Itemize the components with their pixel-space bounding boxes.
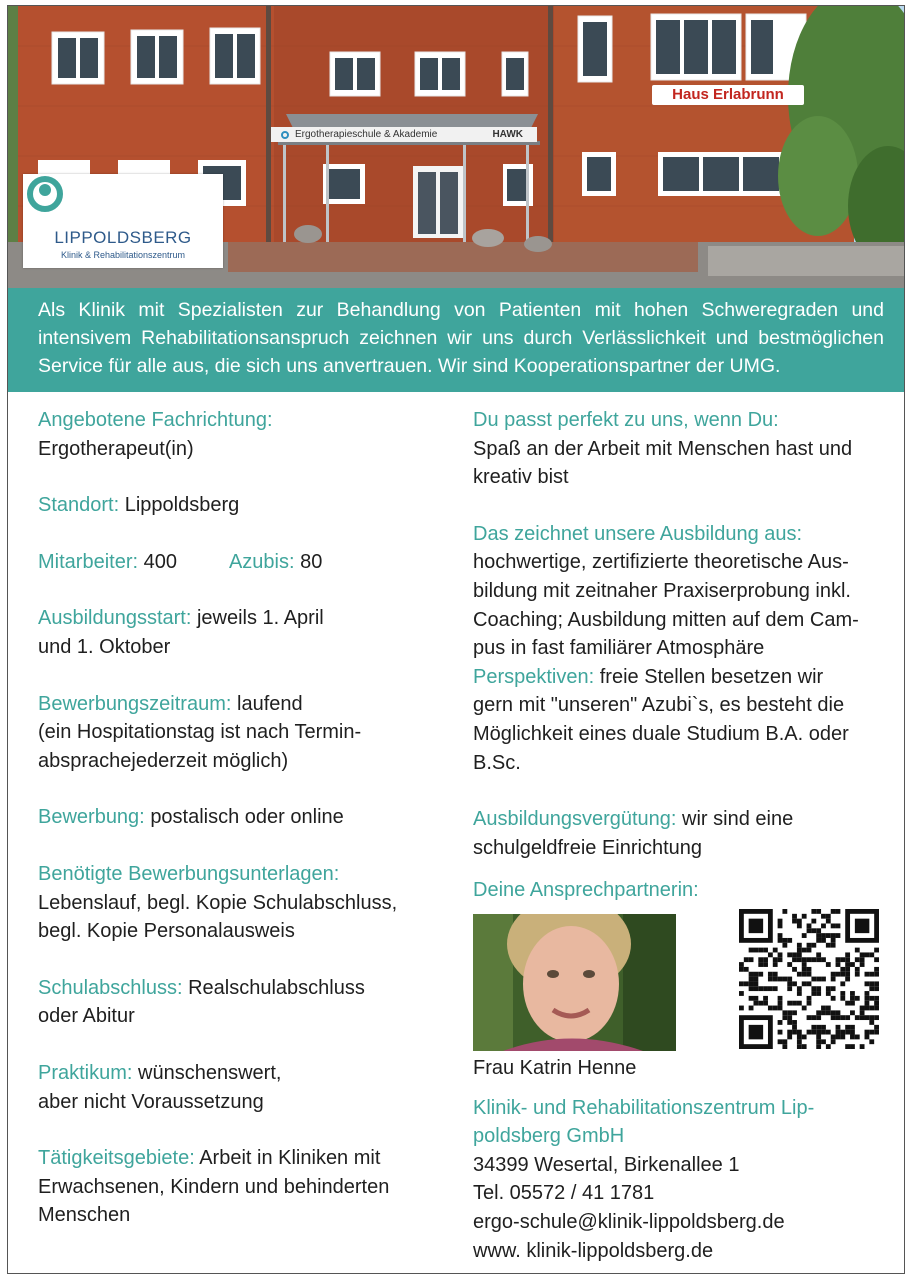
contact-org-1: Klinik- und Rehabilitationszentrum Lip- (473, 1096, 815, 1119)
section-ausbildungsstart (38, 604, 438, 661)
ausbildungsstart-label: Ausbildungsstart: (38, 607, 192, 630)
taetigkeitsgebiete-value-1: Arbeit in Kliniken mit (199, 1147, 381, 1170)
bewerbungszeitraum-value-3: absprachejederzeit möglich) (38, 749, 289, 772)
passt-value-2: kreativ bist (473, 466, 569, 489)
schulabschluss-label: Schulabschluss: (38, 976, 183, 999)
azubis-label: Azubis: (228, 550, 295, 573)
contact-website[interactable]: www. klinik-lippoldsberg.de (473, 1239, 714, 1262)
taetigkeitsgebiete-value-2: Erwachsenen, Kindern und behinderten (38, 1175, 390, 1198)
unterlagen-label: Benötigte Bewerbungsunterlagen: (38, 862, 340, 885)
mitarbeiter-value: 400 (143, 550, 177, 573)
standort-value: Lippoldsberg (124, 494, 240, 517)
intro-text: Als Klinik mit Spezialisten zur Behandlung von Patienten mit hohen Schweregraden und intensivem Rehabilitationsanspruch zeichnen wir uns durch Verlässlichkeit und bestmöglichen Service für alle aus, die sich uns anvertrauen. Wir sind Kooperationspartner der UMG. (38, 299, 884, 377)
praktikum-label: Praktikum: (38, 1061, 133, 1084)
ansprech-label: Deine Ansprechpartnerin: (473, 879, 699, 902)
logo-subtitle: Klinik & Rehabilitationszentrum (60, 250, 186, 260)
bewerbungszeitraum-label: Bewerbungszeitraum: (38, 692, 232, 715)
clinic-logo-icon (23, 174, 67, 218)
school-sign (271, 127, 537, 142)
contact-org-2: poldsberg GmbH (473, 1125, 625, 1148)
qr-code-icon (739, 909, 879, 1049)
bewerbungszeitraum-value-2: (ein Hospitationstag ist nach Termin- (38, 721, 362, 744)
azubis-value: 80 (300, 550, 323, 573)
fachrichtung-value: Ergotherapeut(in) (38, 437, 194, 460)
contact-portrait (473, 914, 676, 1051)
praktikum-value-2: aber nicht Voraussetzung (38, 1090, 264, 1113)
section-ausbildung-merkmale (473, 520, 888, 777)
schulabschluss-value-1: Realschulabschluss (188, 976, 365, 999)
portrait-illustration (473, 914, 676, 1051)
zeichnet-value-1: hochwertige, zertifizierte theoretische Aus- (473, 551, 849, 574)
verguetung-label: Ausbildungsvergütung: (473, 808, 677, 831)
section-praktikum (38, 1059, 438, 1116)
section-bewerbung (38, 803, 438, 832)
contact-phone[interactable]: Tel. 05572 / 41 1781 (473, 1182, 655, 1205)
mitarbeiter-label: Mitarbeiter: (38, 550, 139, 573)
right-column (473, 406, 888, 905)
logo-name: LIPPOLDSBERG (54, 228, 192, 247)
bewerbung-value: postalisch oder online (150, 806, 344, 829)
contact-email[interactable]: ergo-schule@klinik-lippoldsberg.de (473, 1210, 785, 1233)
contact-person: Frau Katrin Henne (473, 1057, 637, 1079)
partner-sign-text: HAWK (492, 129, 523, 140)
bewerbung-label: Bewerbung: (38, 806, 145, 829)
building-sign: Haus Erlabrunn (652, 85, 804, 105)
section-passt (473, 406, 888, 492)
building-photo (8, 6, 904, 288)
section-mitarbeiter (38, 548, 438, 577)
verguetung-value-1: wir sind eine (682, 808, 794, 831)
taetigkeitsgebiete-label: Tätigkeitsgebiete: (38, 1147, 195, 1170)
section-taetigkeitsgebiete (38, 1144, 438, 1230)
ausbildungsstart-value-2: und 1. Oktober (38, 635, 171, 658)
perspektiven-value-3: Möglichkeit eines duale Studium B.A. oder (473, 722, 849, 745)
verguetung-value-2: schulgeldfreie Einrichtung (473, 836, 703, 859)
section-ansprechpartnerin (473, 876, 888, 905)
fachrichtung-label: Angebotene Fachrichtung: (38, 409, 273, 431)
zeichnet-value-2: bildung mit zeitnaher Praxiserprobung inkl. (473, 579, 851, 602)
section-bewerbungszeitraum (38, 690, 438, 776)
clinic-logo (23, 174, 223, 268)
left-column (38, 406, 438, 1258)
passt-label: Du passt perfekt zu uns, wenn Du: (473, 409, 779, 431)
ausbildungsstart-value-1: jeweils 1. April (196, 607, 324, 630)
unterlagen-value-1: Lebenslauf, begl. Kopie Schulabschluss, (38, 891, 398, 914)
taetigkeitsgebiete-value-3: Menschen (38, 1204, 131, 1227)
section-standort (38, 491, 438, 520)
schulabschluss-value-2: oder Abitur (38, 1005, 135, 1028)
contact-address: 34399 Wesertal, Birkenallee 1 (473, 1153, 740, 1176)
praktikum-value-1: wünschenswert, (138, 1061, 282, 1084)
qr-code[interactable] (739, 909, 879, 1049)
zeichnet-label: Das zeichnet unsere Ausbildung aus: (473, 522, 803, 545)
bewerbungszeitraum-value-1: laufend (237, 692, 303, 715)
perspektiven-label: Perspektiven: (473, 665, 595, 688)
section-schulabschluss (38, 974, 438, 1031)
unterlagen-value-2: begl. Kopie Personalausweis (38, 920, 295, 943)
intro-band (8, 288, 904, 392)
contact-block (473, 1054, 888, 1265)
school-sign-text: Ergotherapieschule & Akademie (295, 129, 438, 140)
school-logo-icon (281, 131, 289, 139)
zeichnet-value-4: pus in fast familiärer Atmosphäre (473, 637, 765, 660)
section-verguetung (473, 805, 888, 862)
standort-label: Standort: (38, 494, 120, 517)
ad-frame (7, 5, 905, 1274)
passt-value-1: Spaß an der Arbeit mit Menschen hast und (473, 437, 853, 460)
section-unterlagen (38, 860, 438, 946)
perspektiven-value-2: gern mit "unseren" Azubi`s, es besteht die (473, 694, 845, 717)
perspektiven-value-1: freie Stellen besetzen wir (599, 665, 824, 688)
zeichnet-value-3: Coaching; Ausbildung mitten auf dem Cam- (473, 608, 859, 631)
section-fachrichtung (38, 406, 438, 463)
perspektiven-value-4: B.Sc. (473, 751, 521, 774)
